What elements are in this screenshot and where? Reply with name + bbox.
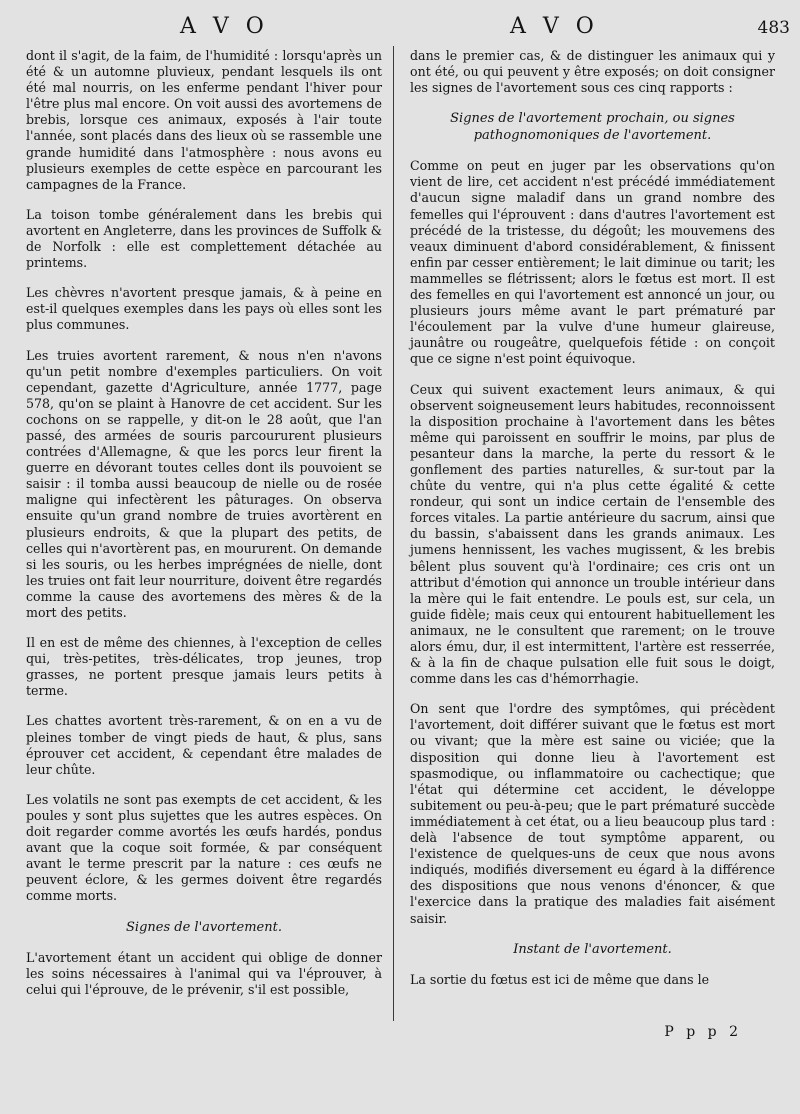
section-heading: Signes de l'avortement prochain, ou signes pathognomoniques de l'avortement. [450, 111, 735, 144]
signature-mark: P p p 2 [664, 1024, 742, 1040]
paragraph: Les chèvres n'avortent presque jamais, & à peine en est-il quelques exemples dans les pays où elles sont les plus communes. [26, 285, 382, 333]
paragraph: La sortie du fœtus est ici de même que dans le [410, 971, 710, 987]
left-column [26, 48, 382, 1012]
paragraph: L'avortement étant un accident qui oblige de donner les soins nécessaires à l'animal qui va l'éprouver, à celui qui l'éprouve, de le prévenir, s'il est possible, [26, 949, 382, 997]
right-column [410, 48, 775, 1002]
paragraph: Les volatils ne sont pas exempts de cet accident, & les poules y sont plus sujettes que les autres espèces. On doit regarder comme avortés les œufs hardés, pondus avant que la coque soit formée, & par conséquent avant le terme prescrit par la nature : ces œufs ne peuvent éclore, & les germes doivent être regardés comme morts. [26, 791, 382, 904]
column-divider [393, 46, 394, 1021]
running-head-left: A V O [180, 14, 269, 39]
running-head-right: A V O [510, 14, 599, 39]
page-number: 483 [757, 18, 790, 38]
paragraph: Les truies avortent rarement, & nous n'en n'avons qu'un petit nombre d'exemples particuliers. On voit cependant, gazette d'Agriculture, année 1777, page 578, qu'on se plaint à Hanovre de cet accident. Sur les cochons on se rappelle, y dit-on le 28 août, que l'an passé, des armées de souris parcoururent plusieurs contrées d'Allemagne, & que les porcs leur firent la guerre en dévorant toutes celles dont ils pouvoient se saisir : il tomba aussi beaucoup de nielle ou de rosée maligne qui infectèrent les pâturages. On observa ensuite qu'un grand nombre de truies avortèrent en plusieurs endroits, & que la plupart des petits, de celles qui n'avortèrent pas, en moururent. On demande si les souris, ou les herbes imprégnées de nielle, dont les truies ont fait leur nourriture, doivent être regardés comme la cause des avortemens des mères & de la mort des petits. [26, 347, 382, 620]
paragraph: La toison tombe généralement dans les brebis qui avortent en Angleterre, dans les provinces de Suffolk & de Norfolk : elle est complettement détachée au printems. [26, 206, 382, 271]
paragraph: Comme on peut en juger par les observations qu'on vient de lire, cet accident n'est précédé immédiatement d'aucun signe maladif dans un grand nombre des femelles qui l'éprouvent : dans d'autres l'avortement est précédé de la tristesse, du dégoût; les mouvemens des veaux diminuent d'abord considérablement, & finissent enfin par cesser entièrement; le lait diminue ou tarit; les mammelles se flétrissent; alors le fœtus est mort. Il est des femelles en qui l'avortement est annoncé un jour, ou plusieurs jours même avant le part prématuré par l'écoulement par la vulve d'une humeur glaireuse, jaunâtre ou rougeâtre, quelquefois fétide : on conçoit que ce signe n'est point équivoque. [410, 158, 775, 367]
paragraph: dont il s'agit, de la faim, de l'humidité : lorsqu'après un été & un automne pluvieux, pendant lesquels ils ont été mal nourris, on les enferme pendant l'hiver pour l'être plus mal encore. On voit aussi des avortemens de brebis, lorsque ces animaux, exposés à l'air toute l'année, sont placés dans des lieux où se rassemble une grande humidité dans l'atmosphère : nous avons eu plusieurs exemples de cette espèce en parcourant les campagnes de la France. [26, 48, 382, 192]
section-heading: Instant de l'avortement. [513, 941, 672, 957]
paragraph: Les chattes avortent très-rarement, & on en a vu de pleines tomber de vingt pieds de haut, & plus, sans éprouver cet accident, & cependant être malades de leur chûte. [26, 713, 382, 777]
paragraph: Il en est de même des chiennes, à l'exception de celles qui, très-petites, très-délicates, trop jeunes, trop grasses, ne portent presque jamais leurs petits à terme. [26, 635, 382, 699]
paragraph: On sent que l'ordre des symptômes, qui précèdent l'avortement, doit différer suivant que le fœtus est mort ou vivant; que la mère est saine ou viciée; que la disposition qui donne lieu à l'avortement est spasmodique, ou inflammatoire ou cachectique; que l'état qui détermine cet accident, le développe subitement ou peu-à-peu; que le part prématuré succède immédiatement à cet état, ou a lieu beaucoup plus tard : delà l'absence de tout symptôme apparent, ou l'existence de quelques-uns de ceux que nous avons indiqués, modifiés diversement eu égard à la différence des dispositions que nous venons d'énoncer, & que l'exercice dans la pratique des maladies fait aisément saisir. [410, 701, 775, 926]
section-heading: Signes de l'avortement. [126, 919, 282, 935]
paragraph: dans le premier cas, & de distinguer les animaux qui y ont été, ou qui peuvent y être exposés; on doit consigner les signes de l'avortement sous ces cinq rapports : [410, 48, 775, 96]
paragraph: Ceux qui suivent exactement leurs animaux, & qui observent soigneusement leurs habitudes, reconnoissent la disposition prochaine à l'avortement dans les bêtes même qui paroissent en souffrir le moins, par plus de pesanteur dans la marche, la perte du ressort & le gonflement des parties naturelles, & sur-tout par la chûte du ventre, qui n'a plus cette égalité & cette rondeur, qui sont un indice certain de l'ensemble des forces vitales. La partie antérieure du sacrum, ainsi que du bassin, s'abaissent dans les grands animaux. Les jumens hennissent, les vaches mugissent, & les brebis bêlent plus souvent qu'à l'ordinaire; ces cris ont un attribut d'émotion qui annonce un trouble intérieur dans la mère qui le fait entendre. Le pouls est, sur cela, un guide fidèle; mais ceux qui entourent habituellement les animaux, ne le consultent que rarement; on le trouve alors ému, dur, il est intermittent, l'artère est resserrée, & à la fin de chaque pulsation elle fuit sous le doigt, comme dans les cas d'hémorrhagie. [410, 381, 775, 687]
